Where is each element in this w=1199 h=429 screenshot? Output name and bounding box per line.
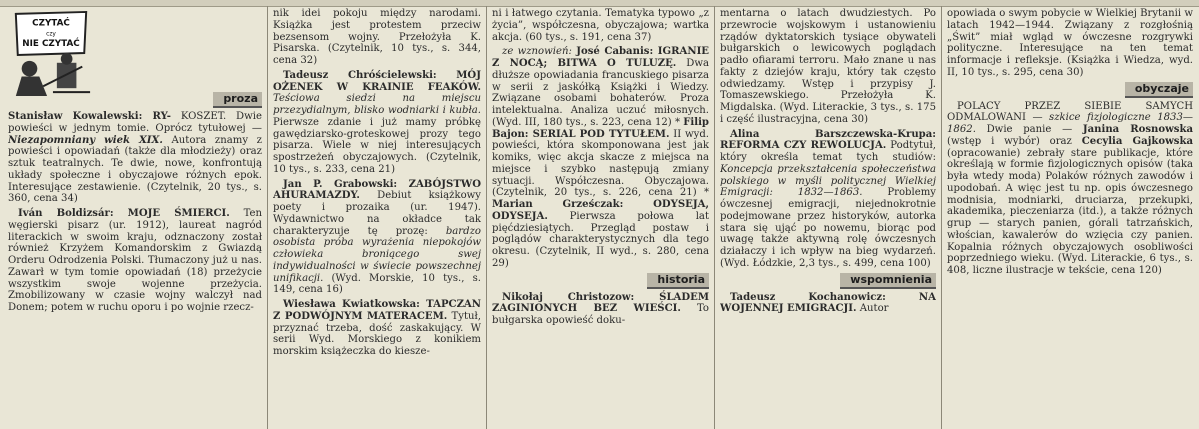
column-divider — [941, 6, 942, 429]
review-text: Dwie panie — — [986, 124, 1073, 135]
review-entry — [273, 299, 481, 358]
column-divider — [486, 6, 487, 429]
logo-line-2: czy — [46, 31, 56, 38]
review-text: Autora znamy z powieści i opowiadań (także dla młodzieży) oraz sztuk teatralnych. Te dwie, nowe, konfrontują układy społeczne i obyczajowe różnych epok. Interesujące zestawienie. (Czytelnik, 20 tys., s. 360, cena 34) — [8, 134, 262, 205]
column-divider — [714, 6, 715, 429]
review-text: Tytuł, przyznać trzeba, dość zaskakujący. W serii Wyd. Morskiego z konikiem morskim książeczka do kiesze- — [273, 310, 481, 357]
review-text: To bułgarska opowieść doku- — [492, 303, 709, 326]
review-text: Pierwsze zdanie i już mamy próbkę gawędziarsko-groteskowej prozy tego pisarza. Wiele w niej interesujących spostrzeżeń obyczajowych. (Czytelnik, 10 tys., s. 233, cena 21) — [273, 116, 481, 175]
review-text: Pierwsza połowa lat pięćdziesiątych. Przegląd postaw i poglądów charakterystycznych dla tego okresu. (Czytelnik, II wyd., s. 280, cena 29) — [492, 210, 709, 269]
section-heading-obyczaje: obyczaje — [1125, 82, 1193, 98]
review-person: Janina Rosnowska — [1082, 124, 1193, 135]
review-text: Problemy ówczesnej emigracji, niejednokrotnie podejmowane przez historyków, autorka stara się ująć po nowemu, biorąc pod uwagę także aktywną rolę ówczesnych działaczy i ich wpływ na bieg wydarzeń. (Wyd. Łódzkie, 2,3 tys., s. 499, cena 100) — [720, 187, 936, 269]
review-heading: Stanisław Kowalewski: RY- — [8, 111, 171, 122]
section-heading-wspomnienia: wspomnienia — [840, 273, 936, 289]
review-heading: Jan P. Grabowski: ZABÓJSTWO AHURAMAZDY. — [273, 178, 481, 202]
review-heading: Alina Barszczewska-Krupa: REFORMA CZY REWOLUCJA. — [720, 128, 936, 152]
review-text: Debiut książkowy poety i prozaika (ur. 1947). Wydawnictwo na okładce tak charakteryzuje tę prozę: — [273, 190, 481, 237]
logo-line-1: CZYTAĆ — [32, 18, 70, 29]
review-continuation: opowiada o swym pobycie w Wielkiej Brytanii w latach 1942—1944. Związany z rozgłośnią „Świt” miał wgląd w ówczesne rozgrywki polityczne. Interesujące na ten temat informacje i refleksje. (Książka i Wiedza, wyd. II, 10 tys., s. 295, cena 30) — [947, 8, 1193, 78]
review-heading: Tadeusz Kochanowicz: NA WOJENNEJ EMIGRACJI. — [720, 291, 936, 315]
review-italic: Koncepcja przekształcenia społeczeństwa polskiego w myśli politycznej Wielkiej Emigracji: 1832—1863. — [720, 163, 936, 199]
review-entry — [8, 111, 262, 205]
review-text: II wyd. powieści, która skomponowana jest jak komiks, więc akcja skacze z miejsca na miejsce i szybko następują zmiany sytuacji. Współczesna. Obyczajowa. (Czytelnik, 20 tys., s. 226, cena 21) * — [492, 128, 709, 199]
top-rule — [0, 0, 1199, 7]
review-entry — [273, 70, 481, 176]
review-heading: POLACY PRZEZ SIEBIE SAMYCH ODMALOWANI — [947, 100, 1193, 124]
review-entry — [492, 46, 709, 269]
section-heading-historia: historia — [647, 273, 709, 289]
review-continuation: nik idei pokoju między narodami. Książka jest protestem przeciw bezsensom wojny. Przełożyła K. Pisarska. (Czytelnik, 10 tys., s. 344, cena 32) — [273, 8, 481, 66]
reader-logo-icon — [8, 8, 94, 98]
review-text: Autor — [859, 303, 889, 315]
review-continuation: mentarna o latach dwudziestych. Po przewrocie wojskowym i ustanowieniu rządów dyktatorskich tysiące obywateli bułgarskich o lewicowych poglądach padło ofiarami terroru. Mało znane u nas fakty z dziejów kraju, który tak często odwiedzamy. Wstęp i przypisy J. Tomaszewskiego. Przełożyła K. Migdalska. (Wyd. Literackie, 3 tys., s. 175 i część ilustracyjna, cena 30) — [720, 8, 936, 125]
review-text: (opracowanie) zebrały stare publikacje, które określają w formie fizjologicznych opisów (taka była wtedy moda) Polaków różnych zawodów i upodobań. A więc jest tu np. opis ówczesnego modnisia, modniarki, druciarza, przekupki, akademika, pieczeniarza (itd.), a także różnych grup — starych panien, górali tatrzańskich, włościan, kawalerów do wzięcia czy panien. Kopalnia różnych obyczajowych osobliwości poprzedniego wieku. (Wyd. Literackie, 6 tys., s. 408, liczne ilustracje w tekście, cena 120) — [947, 147, 1193, 276]
review-lead: ze wznowień: — [502, 46, 572, 58]
column-1 — [8, 8, 262, 426]
review-entry — [273, 179, 481, 297]
review-italic: — szkice fizjologiczne 1833—1862. — [947, 112, 1193, 135]
column-3 — [492, 8, 709, 426]
column-5 — [947, 8, 1193, 426]
review-text: (Wyd. Morskie, 10 tys., s. 149, cena 16) — [273, 272, 481, 296]
section-heading-proza: proza — [213, 92, 262, 108]
review-entry — [8, 208, 262, 314]
column-2 — [273, 8, 481, 426]
review-heading: Nikołaj Christozow: ŚLADEM ZAGINIONYCH BEZ WIEŚCI. — [492, 291, 709, 315]
review-text: Podtytuł, który określa temat tych studiów: — [720, 140, 936, 163]
review-heading: Filip Bajon: SERIAL POD TYTUŁEM. — [492, 116, 709, 140]
logo-line-3: NIE CZYTAĆ — [22, 39, 80, 50]
review-text: (wstęp i wybór) oraz — [947, 135, 1072, 147]
review-entry — [720, 129, 936, 270]
review-heading: Tadeusz Chróścielewski: MÓJ OŻENEK W KRAINIE FEAKÓW. — [273, 69, 481, 93]
review-heading: Wiesława Kwiatkowska: TAPCZAN Z PODWÓJNYM MATERACEM. — [273, 299, 481, 322]
review-text: Dwa dłuższe opowiadania francuskiego pisarza w serii z jaskółką Książki i Wiedzy. Związane osobami bohaterów. Proza intelektualna. Analiza uczuć miłosnych. (Wyd. III, 180 tys., s. 223, cena 12) * — [492, 58, 709, 128]
review-entry — [947, 101, 1193, 277]
review-heading: José Cabanis: IGRANIE Z NOCĄ; BITWA O TULUZĘ. — [492, 46, 709, 69]
review-continuation: ni i łatwego czytania. Tematyka typowo „z życia”, współczesna, obyczajowa; wartka akcja. (60 tys., s. 191, cena 37) — [492, 8, 709, 43]
review-text: KOSZET. Dwie powieści w jednym tomie. Oprócz tytułowej — — [8, 111, 262, 134]
review-italic: Teściowa siedzi na miejscu przezydialnym, blisko wodniarki i kubła. — [273, 93, 481, 116]
column-divider — [267, 6, 268, 429]
review-italic: Niezapomniany wiek XIX. — [8, 134, 163, 146]
review-entry — [720, 292, 936, 316]
review-entry — [492, 292, 709, 327]
review-person: Cecylia Gajkowska — [1081, 135, 1193, 147]
review-heading: Marian Grześczak: ODYSEJA, ODYSEJA. — [492, 199, 709, 222]
review-text: Ten węgierski pisarz (ur. 1912), laureat nagród literackich w swoim kraju, odznaczony został również Krzyżem Komandorskim z Gwiazdą Orderu Odrodzenia Polski. Tłumaczony już u nas. Zawarł w tym tomie opowiadań (18) przeżycie wszystkim swoje wojenne przeżycia. Zmobilizowany w czasie wojny walczył nad Donem; potem w ruchu oporu i po wojnie rzecz- — [8, 208, 262, 313]
review-italic: bardzo osobista próba wyrażenia niepokojów człowieka broniącego swej indywidualności w świecie powszechnej unifikacji. — [273, 225, 481, 284]
review-heading: Iván Boldizsár: MOJE ŚMIERCI. — [18, 208, 230, 219]
column-4 — [720, 8, 936, 426]
